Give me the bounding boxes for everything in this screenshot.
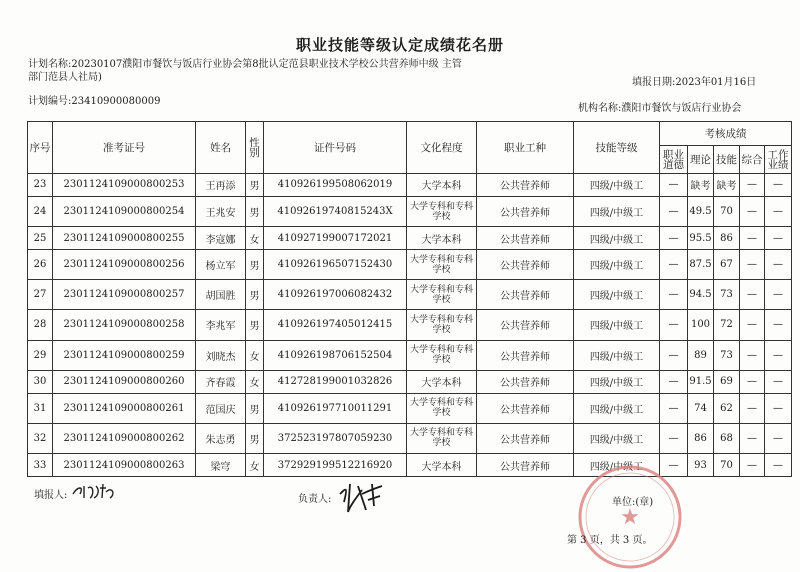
cell-name: 朱志勇 (196, 423, 246, 453)
cell-job: 公共营养师 (477, 250, 574, 280)
cell-skill: 62 (714, 393, 740, 423)
cell-gender: 女 (246, 370, 264, 393)
plan-number-value: 23410900080009 (71, 96, 161, 107)
plan-name-label: 计划名称: (28, 59, 72, 70)
cell-job: 公共营养师 (477, 393, 574, 423)
cell-gender: 男 (246, 174, 264, 197)
score-table (27, 121, 792, 477)
header-id-no: 证件号码 (264, 122, 407, 174)
cell-education: 大学专科和专科学校 (407, 340, 477, 370)
cell-performance: — (765, 196, 792, 226)
fill-date-value: 2023年01月16日 (675, 77, 757, 88)
cell-education: 大学本科 (407, 227, 477, 250)
filler-signature (70, 480, 120, 502)
cell-level: 四级/中级工 (574, 340, 660, 370)
cell-seq: 25 (28, 227, 53, 250)
header-scores: 考核成绩 (660, 122, 792, 146)
cell-name: 王再添 (196, 174, 246, 197)
header-education: 文化程度 (407, 122, 477, 174)
cell-gender: 男 (246, 423, 264, 453)
cell-education: 大学本科 (407, 174, 477, 197)
unit-label-text: 单位: (612, 497, 636, 508)
fill-date (632, 76, 756, 89)
cell-job: 公共营养师 (477, 370, 574, 393)
cell-id-no: 410926197405012415 (264, 310, 407, 340)
header-level: 技能等级 (574, 122, 660, 174)
cell-name: 齐春霞 (196, 370, 246, 393)
cell-name: 胡国胜 (196, 280, 246, 310)
header-overall: 综合 (740, 146, 765, 174)
cell-exam-no: 2301124109000800260 (53, 370, 196, 393)
header-job: 职业工种 (477, 122, 574, 174)
cell-exam-no: 2301124109000800257 (53, 280, 196, 310)
table-row (28, 393, 792, 423)
cell-theory: 86 (688, 423, 714, 453)
cell-theory: 93 (688, 454, 714, 477)
cell-gender: 男 (246, 393, 264, 423)
cell-exam-no: 2301124109000800253 (53, 174, 196, 197)
official-seal-stamp (575, 462, 685, 572)
cell-name: 梁穹 (196, 454, 246, 477)
table-row (28, 196, 792, 226)
cell-performance: — (765, 280, 792, 310)
cell-gender: 男 (246, 196, 264, 226)
cell-seq: 31 (28, 393, 53, 423)
cell-job: 公共营养师 (477, 227, 574, 250)
cell-id-no: 410926196507152430 (264, 250, 407, 280)
cell-theory: 100 (688, 310, 714, 340)
cell-job: 公共营养师 (477, 174, 574, 197)
cell-ethics: — (660, 393, 688, 423)
cell-exam-no: 2301124109000800254 (53, 196, 196, 226)
cell-gender: 女 (246, 227, 264, 250)
cell-id-no: 410927199007172021 (264, 227, 407, 250)
header-gender: 性别 (246, 122, 264, 174)
table-row (28, 370, 792, 393)
cell-overall: — (740, 280, 765, 310)
plan-number-label: 计划编号: (28, 96, 72, 107)
cell-ethics: — (660, 250, 688, 280)
cell-overall: — (740, 454, 765, 477)
cell-ethics: — (660, 310, 688, 340)
cell-id-no: 410926199508062019 (264, 174, 407, 197)
cell-exam-no: 2301124109000800263 (53, 454, 196, 477)
cell-overall: — (740, 227, 765, 250)
page-title: 职业技能等级认定成绩花名册 (295, 36, 504, 54)
cell-education: 大学专科和专科学校 (407, 196, 477, 226)
header-seq: 序号 (28, 122, 53, 174)
cell-ethics: — (660, 174, 688, 197)
responsible-signature (336, 476, 386, 516)
cell-ethics: — (660, 370, 688, 393)
plan-number (28, 95, 160, 108)
cell-level: 四级/中级工 (574, 227, 660, 250)
cell-performance: — (765, 370, 792, 393)
org-name-label: 机构名称: (578, 103, 622, 114)
cell-skill: 缺考 (714, 174, 740, 197)
cell-performance: — (765, 423, 792, 453)
cell-ethics: — (660, 227, 688, 250)
cell-gender: 男 (246, 310, 264, 340)
cell-exam-no: 2301124109000800255 (53, 227, 196, 250)
cell-performance: — (765, 310, 792, 340)
cell-id-no: 410926198706152504 (264, 340, 407, 370)
cell-theory: 87.5 (688, 250, 714, 280)
fill-date-label: 填报日期: (632, 77, 676, 88)
cell-skill: 69 (714, 370, 740, 393)
cell-ethics: — (660, 454, 688, 477)
cell-ethics: — (660, 196, 688, 226)
table-row (28, 423, 792, 453)
header-exam-no: 准考证号 (53, 122, 196, 174)
cell-level: 四级/中级工 (574, 196, 660, 226)
cell-theory: 89 (688, 340, 714, 370)
header-skill: 技能 (714, 146, 740, 174)
responsible-label: 负责人: (298, 494, 332, 505)
cell-gender: 男 (246, 280, 264, 310)
cell-name: 李兆军 (196, 310, 246, 340)
cell-exam-no: 2301124109000800262 (53, 423, 196, 453)
cell-seq: 29 (28, 340, 53, 370)
cell-id-no: 410926197006082432 (264, 280, 407, 310)
cell-seq: 26 (28, 250, 53, 280)
cell-performance: — (765, 393, 792, 423)
cell-education: 大学专科和专科学校 (407, 280, 477, 310)
cell-level: 四级/中级工 (574, 280, 660, 310)
cell-seq: 30 (28, 370, 53, 393)
org-name (578, 102, 741, 115)
cell-seq: 33 (28, 454, 53, 477)
header-ethics: 职业道德 (660, 146, 688, 174)
org-name-value: 濮阳市餐饮与饭店行业协会 (621, 103, 742, 114)
cell-name: 王兆安 (196, 196, 246, 226)
cell-education: 大学本科 (407, 454, 477, 477)
cell-ethics: — (660, 340, 688, 370)
cell-gender: 男 (246, 250, 264, 280)
cell-id-no: 41092619740815243X (264, 196, 407, 226)
cell-level: 四级/中级工 (574, 250, 660, 280)
cell-overall: — (740, 174, 765, 197)
cell-ethics: — (660, 280, 688, 310)
cell-seq: 32 (28, 423, 53, 453)
table-row (28, 340, 792, 370)
table-row (28, 250, 792, 280)
cell-gender: 女 (246, 340, 264, 370)
cell-overall: — (740, 340, 765, 370)
cell-skill: 70 (714, 454, 740, 477)
cell-skill: 86 (714, 227, 740, 250)
cell-job: 公共营养师 (477, 423, 574, 453)
table-row (28, 174, 792, 197)
cell-job: 公共营养师 (477, 340, 574, 370)
cell-overall: — (740, 196, 765, 226)
cell-overall: — (740, 250, 765, 280)
cell-education: 大学专科和专科学校 (407, 393, 477, 423)
cell-overall: — (740, 310, 765, 340)
cell-name: 李寇娜 (196, 227, 246, 250)
cell-theory: 缺考 (688, 174, 714, 197)
cell-id-no: 410926197710011291 (264, 393, 407, 423)
table-row (28, 310, 792, 340)
cell-job: 公共营养师 (477, 310, 574, 340)
cell-id-no: 372523197807059230 (264, 423, 407, 453)
cell-level: 四级/中级工 (574, 454, 660, 477)
cell-performance: — (765, 454, 792, 477)
cell-education: 大学专科和专科学校 (407, 423, 477, 453)
cell-name: 刘晓杰 (196, 340, 246, 370)
header-name: 姓名 (196, 122, 246, 174)
cell-level: 四级/中级工 (574, 370, 660, 393)
cell-level: 四级/中级工 (574, 423, 660, 453)
cell-theory: 74 (688, 393, 714, 423)
cell-exam-no: 2301124109000800261 (53, 393, 196, 423)
unit-label (612, 493, 653, 508)
cell-performance: — (765, 174, 792, 197)
cell-skill: 73 (714, 280, 740, 310)
cell-skill: 67 (714, 250, 740, 280)
cell-education: 大学专科和专科学校 (407, 310, 477, 340)
seal-label: (章) (635, 497, 654, 508)
cell-theory: 49.5 (688, 196, 714, 226)
cell-skill: 72 (714, 310, 740, 340)
cell-overall: — (740, 393, 765, 423)
cell-theory: 91.5 (688, 370, 714, 393)
cell-job: 公共营养师 (477, 196, 574, 226)
cell-skill: 73 (714, 340, 740, 370)
plan-name (28, 58, 468, 84)
cell-job: 公共营养师 (477, 454, 574, 477)
header-theory: 理论 (688, 146, 714, 174)
cell-theory: 95.5 (688, 227, 714, 250)
cell-level: 四级/中级工 (574, 393, 660, 423)
cell-id-no: 372929199512216920 (264, 454, 407, 477)
cell-seq: 28 (28, 310, 53, 340)
cell-seq: 24 (28, 196, 53, 226)
cell-seq: 27 (28, 280, 53, 310)
plan-name-value: 20230107濮阳市餐饮与饭店行业协会第8批认定范县职业技术学校公共营养师中级 主管部门范县人社局) (28, 59, 462, 83)
cell-name: 范国庆 (196, 393, 246, 423)
header-performance: 工作业绩 (765, 146, 792, 174)
cell-education: 大学专科和专科学校 (407, 250, 477, 280)
cell-gender: 女 (246, 454, 264, 477)
cell-overall: — (740, 370, 765, 393)
cell-theory: 94.5 (688, 280, 714, 310)
cell-name: 杨立军 (196, 250, 246, 280)
cell-education: 大学本科 (407, 370, 477, 393)
cell-level: 四级/中级工 (574, 310, 660, 340)
cell-performance: — (765, 340, 792, 370)
table-header-row (28, 122, 792, 146)
filler-label: 填报人: (34, 490, 68, 501)
svg-text:★: ★ (620, 505, 640, 530)
cell-job: 公共营养师 (477, 280, 574, 310)
cell-ethics: — (660, 423, 688, 453)
table-row (28, 280, 792, 310)
cell-skill: 68 (714, 423, 740, 453)
cell-exam-no: 2301124109000800256 (53, 250, 196, 280)
cell-level: 四级/中级工 (574, 174, 660, 197)
cell-performance: — (765, 227, 792, 250)
cell-id-no: 412728199001032826 (264, 370, 407, 393)
cell-overall: — (740, 423, 765, 453)
cell-seq: 23 (28, 174, 53, 197)
page-info: 第 3 页，共 3 页。 (567, 535, 653, 546)
cell-skill: 70 (714, 196, 740, 226)
cell-exam-no: 2301124109000800258 (53, 310, 196, 340)
cell-performance: — (765, 250, 792, 280)
cell-exam-no: 2301124109000800259 (53, 340, 196, 370)
table-row (28, 227, 792, 250)
